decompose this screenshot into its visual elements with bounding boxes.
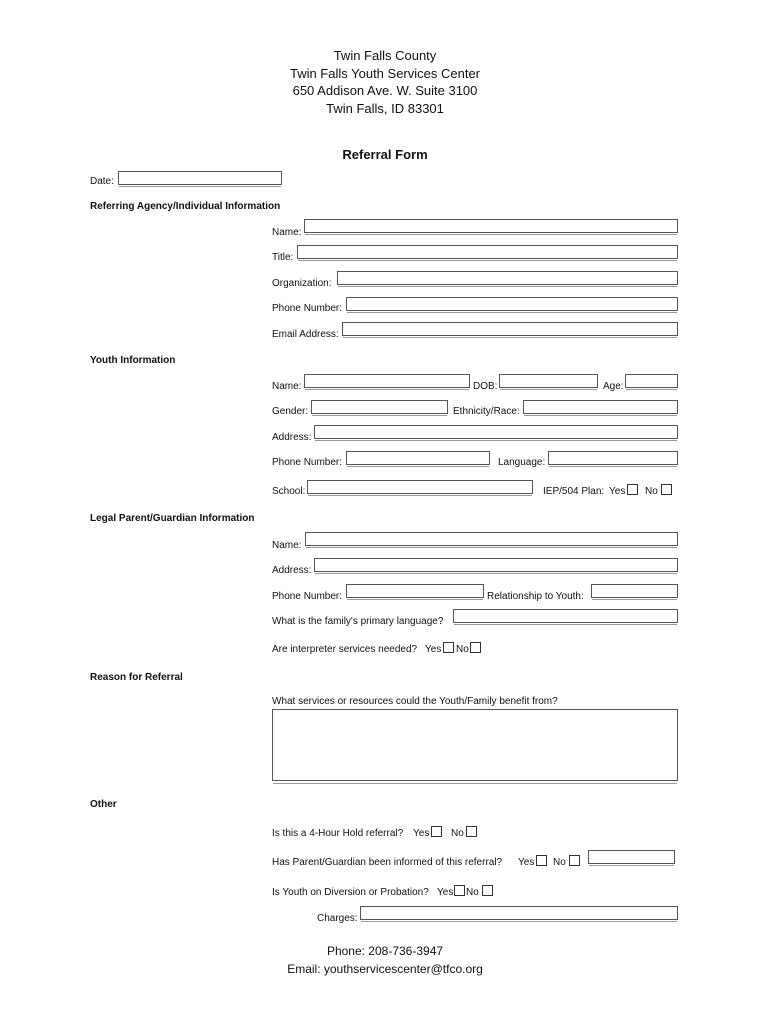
date-label: Date: (90, 176, 114, 187)
informed-label: Has Parent/Guardian been informed of this referral? (272, 857, 503, 868)
services-question-label: What services or resources could the Youth/Family benefit from? (272, 696, 558, 707)
youth-phone-field[interactable] (346, 451, 490, 465)
youth-dob-field[interactable] (499, 374, 598, 388)
iep-no-checkbox[interactable] (661, 484, 672, 495)
youth-gender-field[interactable] (311, 400, 448, 414)
referrer-phone-field[interactable] (346, 297, 678, 311)
relationship-field[interactable] (591, 584, 678, 598)
referrer-organization-field[interactable] (337, 271, 678, 285)
referrer-email-label: Email Address: (272, 329, 339, 340)
guardian-phone-label: Phone Number: (272, 591, 343, 602)
referrer-title-label: Title: (272, 252, 294, 263)
hold-yes-label: Yes (413, 828, 430, 839)
interpreter-yes-label: Yes (425, 644, 442, 655)
informed-yes-label: Yes (518, 857, 535, 868)
diversion-yes-label: Yes (437, 887, 454, 898)
relationship-label: Relationship to Youth: (487, 591, 584, 602)
section-reason-heading: Reason for Referral (90, 672, 183, 683)
charges-label: Charges: (317, 913, 358, 924)
youth-address-field[interactable] (314, 425, 678, 439)
iep-yes-checkbox[interactable] (627, 484, 638, 495)
interpreter-label: Are interpreter services needed? (272, 644, 418, 655)
footer-email: Email: youthservicescenter@tfco.org (287, 962, 483, 976)
youth-address-label: Address: (272, 432, 312, 443)
section-guardian-heading: Legal Parent/Guardian Information (90, 513, 255, 524)
youth-gender-label: Gender: (272, 406, 309, 417)
guardian-name-label: Name: (272, 540, 302, 551)
guardian-address-field[interactable] (314, 558, 678, 572)
youth-school-label: School: (272, 486, 306, 497)
iep-plan-label: IEP/504 Plan: (543, 486, 605, 497)
interpreter-yes-checkbox[interactable] (443, 642, 454, 653)
youth-dob-label: DOB: (473, 381, 498, 392)
center-address: 650 Addison Ave. W. Suite 3100 (292, 83, 478, 98)
informed-no-checkbox[interactable] (569, 855, 580, 866)
section-youth-heading: Youth Information (90, 355, 176, 366)
primary-language-label: What is the family's primary language? (272, 616, 444, 627)
interpreter-no-checkbox[interactable] (470, 642, 481, 653)
date-field[interactable] (118, 171, 282, 185)
footer-phone: Phone: 208-736-3947 (326, 944, 444, 958)
referrer-name-field[interactable] (304, 219, 678, 233)
youth-name-label: Name: (272, 381, 302, 392)
iep-no-label: No (645, 486, 658, 497)
youth-school-field[interactable] (307, 480, 533, 494)
center-city: Twin Falls, ID 83301 (326, 101, 444, 116)
hold-yes-checkbox[interactable] (431, 826, 442, 837)
youth-language-label: Language: (498, 457, 546, 468)
youth-age-label: Age: (603, 381, 624, 392)
referrer-phone-label: Phone Number: (272, 303, 343, 314)
youth-ethnicity-label: Ethnicity/Race: (453, 406, 520, 417)
youth-age-field[interactable] (625, 374, 678, 388)
charges-field[interactable] (360, 906, 678, 920)
referrer-title-field[interactable] (297, 245, 678, 259)
youth-ethnicity-field[interactable] (523, 400, 678, 414)
county-name: Twin Falls County (333, 48, 437, 63)
diversion-no-label: No (466, 887, 479, 898)
informed-yes-checkbox[interactable] (536, 855, 547, 866)
center-name: Twin Falls Youth Services Center (289, 66, 481, 81)
interpreter-no-label: No (456, 644, 469, 655)
section-other-heading: Other (90, 799, 117, 810)
youth-language-field[interactable] (548, 451, 678, 465)
section-referring-heading: Referring Agency/Individual Information (90, 201, 281, 212)
primary-language-field[interactable] (453, 609, 678, 623)
form-title: Referral Form (342, 147, 428, 162)
informed-no-label: No (553, 857, 566, 868)
diversion-label: Is Youth on Diversion or Probation? (272, 887, 429, 898)
youth-name-field[interactable] (304, 374, 470, 388)
hold-no-checkbox[interactable] (466, 826, 477, 837)
guardian-name-field[interactable] (305, 532, 678, 546)
referrer-name-label: Name: (272, 227, 302, 238)
hold-referral-label: Is this a 4-Hour Hold referral? (272, 828, 404, 839)
youth-phone-label: Phone Number: (272, 457, 343, 468)
diversion-yes-checkbox[interactable] (454, 885, 465, 896)
informed-details-field[interactable] (588, 850, 675, 864)
diversion-no-checkbox[interactable] (482, 885, 493, 896)
hold-no-label: No (451, 828, 464, 839)
guardian-address-label: Address: (272, 565, 312, 576)
services-textarea[interactable] (272, 709, 678, 781)
referrer-email-field[interactable] (342, 322, 678, 336)
iep-yes-label: Yes (609, 486, 626, 497)
guardian-phone-field[interactable] (346, 584, 484, 598)
referrer-organization-label: Organization: (272, 278, 332, 289)
